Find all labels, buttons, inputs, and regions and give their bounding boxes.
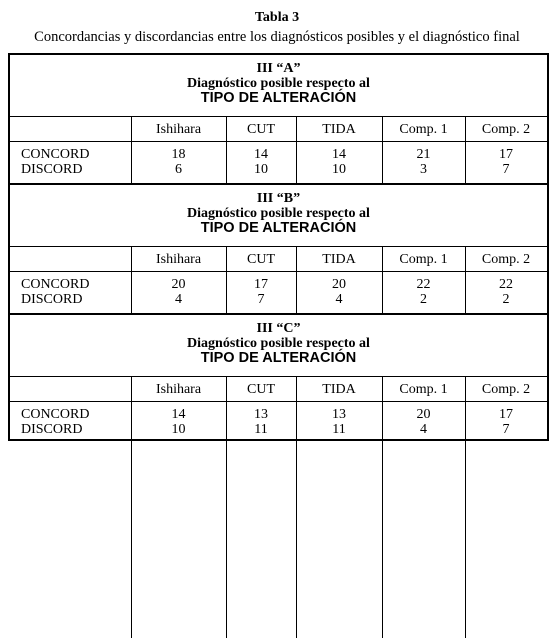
column-header: TIDA <box>322 382 356 397</box>
table-cell-value: 10 <box>254 162 268 177</box>
table-cell-value: 13 <box>332 407 346 422</box>
column-header: CUT <box>247 122 275 137</box>
section-divider <box>10 183 547 185</box>
table-cell-value: 11 <box>254 422 268 437</box>
table-cell-value: 10 <box>171 422 186 437</box>
column-header: TIDA <box>322 252 356 267</box>
row-label: DISCORD <box>21 162 83 177</box>
table-cell-value: 18 <box>171 147 186 162</box>
section-subheading: Diagnóstico posible respecto al <box>187 76 370 91</box>
column-header: Comp. 2 <box>481 122 531 137</box>
column-header: Ishihara <box>155 252 202 267</box>
table-cell-value: 17 <box>499 407 513 422</box>
table-cell-value: 7 <box>257 292 265 307</box>
table-cell-value: 17 <box>499 147 513 162</box>
table-cell-value: 7 <box>502 422 510 437</box>
table-cell-value: 10 <box>332 162 346 177</box>
column-header: Ishihara <box>155 122 202 137</box>
column-header: CUT <box>247 252 275 267</box>
table-cell-value: 7 <box>502 162 510 177</box>
data-table <box>8 53 549 441</box>
row-label: CONCORD <box>21 147 90 162</box>
table-cell-value: 6 <box>175 162 182 177</box>
column-header: Ishihara <box>155 382 202 397</box>
column-header-divider <box>10 141 547 142</box>
table-cell-value: 2 <box>420 292 427 307</box>
table-cell-value: 3 <box>420 162 427 177</box>
table-cell-value: 13 <box>254 407 268 422</box>
table-cell-value: 20 <box>416 407 431 422</box>
row-label: DISCORD <box>21 292 83 307</box>
header-divider <box>10 376 547 377</box>
table-cell-value: 4 <box>335 292 343 307</box>
column-header: CUT <box>247 382 275 397</box>
table-cell-value: 20 <box>332 277 346 292</box>
table-cell-value: 11 <box>332 422 346 437</box>
section-heading: III “A” <box>256 61 301 76</box>
section-subheading: Diagnóstico posible respecto al <box>187 206 370 221</box>
section-heading: III “C” <box>256 321 301 336</box>
row-label: DISCORD <box>21 422 83 437</box>
table-cell-value: 20 <box>171 277 186 292</box>
column-header: Comp. 1 <box>399 122 448 137</box>
table-cell-value: 17 <box>254 277 268 292</box>
table-cell-value: 22 <box>499 277 513 292</box>
section-header <box>10 321 547 366</box>
table-subtitle: Concordancias y discordancias entre los diagnósticos posibles y el diagnóstico final <box>34 29 520 45</box>
table-cell-value: 14 <box>171 407 186 422</box>
section-divider <box>10 313 547 315</box>
section-header <box>10 191 547 236</box>
table-cell-value: 4 <box>175 292 182 307</box>
header-divider <box>10 116 547 117</box>
column-header-divider <box>10 271 547 272</box>
column-header: Comp. 1 <box>399 382 448 397</box>
table-title: Tabla 3 <box>254 10 300 25</box>
header-divider <box>10 246 547 247</box>
section-category: TIPO DE ALTERACIÓN <box>200 350 357 366</box>
section-category: TIPO DE ALTERACIÓN <box>200 90 357 106</box>
section-category: TIPO DE ALTERACIÓN <box>200 220 357 236</box>
section-header <box>10 61 547 106</box>
table-cell-value: 2 <box>502 292 510 307</box>
table-cell-value: 22 <box>416 277 431 292</box>
table-cell-value: 4 <box>420 422 427 437</box>
table-cell-value: 14 <box>332 147 346 162</box>
row-label: CONCORD <box>21 407 90 422</box>
table-cell-value: 14 <box>254 147 268 162</box>
section-heading: III “B” <box>256 191 301 206</box>
column-header: Comp. 1 <box>399 252 448 267</box>
column-header-divider <box>10 401 547 402</box>
row-label: CONCORD <box>21 277 90 292</box>
section-subheading: Diagnóstico posible respecto al <box>187 336 370 351</box>
table-cell-value: 21 <box>416 147 431 162</box>
column-header: Comp. 2 <box>481 382 531 397</box>
column-header: TIDA <box>322 122 356 137</box>
column-header: Comp. 2 <box>481 252 531 267</box>
